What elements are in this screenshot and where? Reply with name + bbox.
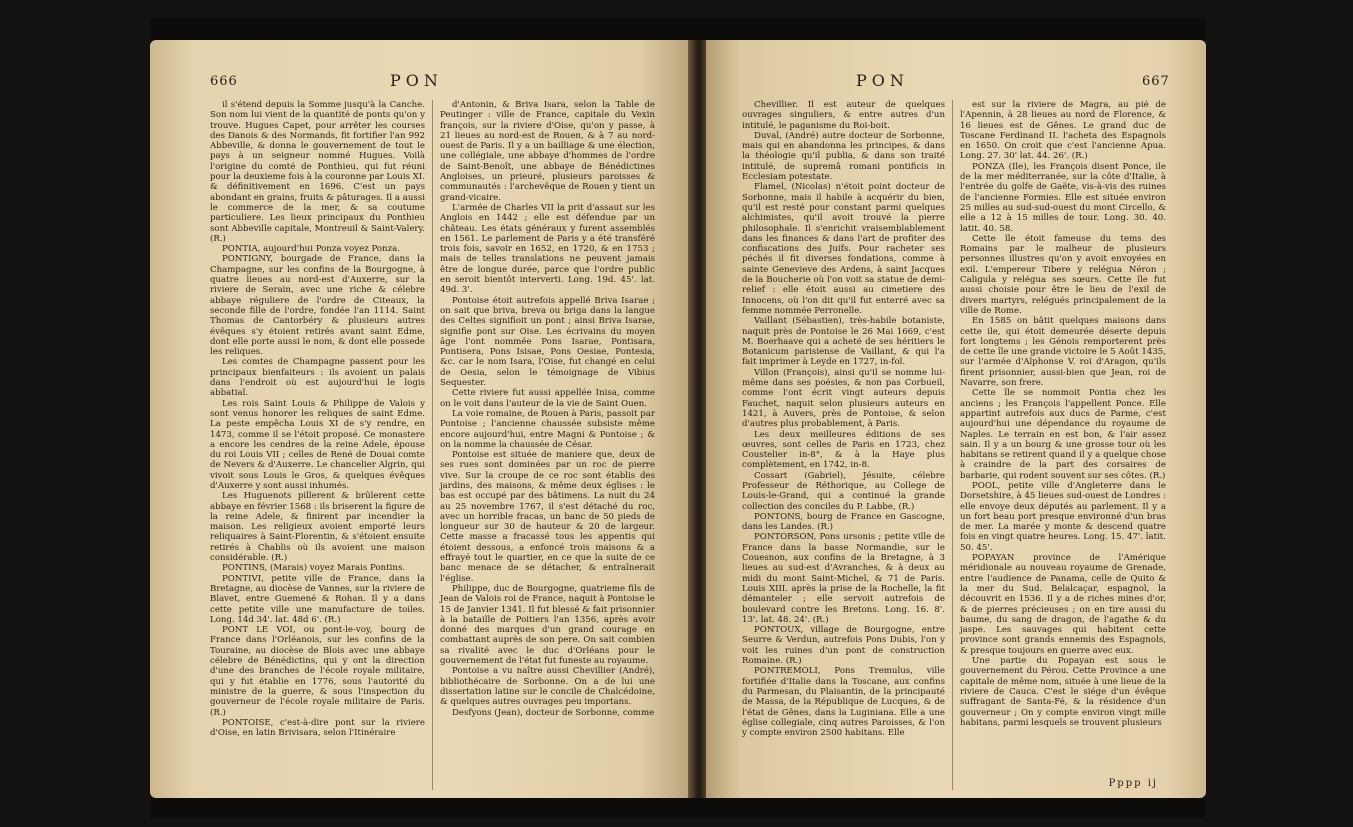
paragraph: Cette île se nommoit Pontia chez les anciens ; les François l'appellent Ponce. Elle appartint autrefois aux ducs de Parme, c'est aujourd'hui une dépendance du royaume de Naples. Le terrain en est bon, & l'air assez sain. Il y a un bourg & une grosse tour où les habitans se retirent quand il y a quelque chose à craindre de la part des corsaires de barbarie, qui rodent souvent sur ses côtes. (R.) [960, 388, 1166, 481]
paragraph: d'Antonin, & Briva Isara, selon la Table de Peutinger : ville de France, capitale du Vexin françois, sur la riviere d'Oise, qu'on y passe, à 21 lieues au nord-est de Rouen, & à 7 au nord-ouest de Paris. Il y a un bailliage & une élection, une collégiale, une abbaye d'hommes de l'ordre de Saint-Benoît, une abbaye de Bénédictines Angloises, un prieuré, plusieurs paroisses & communautés : l'archevêque de Rouen y tient un grand-vicaire. [440, 100, 655, 203]
left-running-head: PON [390, 71, 443, 90]
left-column-1 [210, 100, 425, 738]
paragraph: Pontoise étoit autrefois appellé Briva Isarae ; on sait que briva, breva ou briga dans la langue des Celtes signifioit un pont ; ainsi Briva Isarae, signifie pont sur Oise. Les écrivains du moyen âge l'ont nommée Pons Isarae, Pontisara, Pontisera, Pons Isisae, Pons Oesiae, Pontesia, &c. car le nom Isara, l'Oise, fut changé en celui de Oesia, selon le témoignage de Vibius Sequester. [440, 295, 655, 389]
paragraph: Pontoise est située de maniere que, deux de ses rues sont dominées par un roc de pierre vive. Sur la croupe de ce roc sont établis des jardins, des maisons, & même deux églises : le bas est occupé par des bâtimens. La nuit du 24 au 25 novembre 1767, il s'est détaché du roc, avec un horrible fracas, un banc de 50 pieds de longueur sur 30 de hauteur & 20 de largeur. Cette masse a fracassé tous les appentis qui étoient dessous, a enfoncé trois maisons & a effrayé tout le quartier, en ce que la suite de ce banc menace de se détacher, & entraînerait l'église. [440, 450, 655, 584]
paragraph: PONTONS, bourg de France en Gascogne, dans les Landes. (R.) [742, 511, 945, 533]
paragraph: Les comtes de Champagne passent pour les principaux bienfaiteurs : ils avoient un palais dans l'endroit où est aujourd'hui le logis abbatial. [210, 357, 425, 399]
paragraph: PONTOISE, c'est-à-dire pont sur la riviere d'Oise, en latin Brivisara, selon l'Itinéraire [210, 717, 425, 739]
left-column-2 [440, 100, 655, 718]
paragraph: Les deux meilleures éditions de ses œuvres, sont celles de Paris en 1723, chez Coustelier in-8°, & à la Haye plus complètement, en 1742, in-8. [742, 429, 945, 471]
paragraph: il s'étend depuis la Somme jusqu'à la Canche. Son nom lui vient de la quantité de ponts qu'on y trouve. Hugues Capet, pour arrêter les courses des Danois & des Normands, fit fortifier l'an 992 Abbeville, & donna le gouvernement de tout le pays à un seigneur nommé Hugues. Voilà l'origine du comté de Ponthieu, qui fut réuni pour la deuxieme fois à la couronne par Louis XI. & définitivement en 1696. C'est un pays abondant en grains, fruits & pâturages. Il a aussi le commerce de la mer, & sa coutume particuliere. Les lieux principaux du Ponthieu sont Abbeville capitale, Montreuil & Saint-Valery. (R.) [210, 100, 425, 244]
paragraph: Pontoise a vu naître aussi Chevillier (André), bibliothécaire de Sorbonne. On a de lui une dissertation latine sur le concile de Chalcédoine, & quelques autres ouvrages peu importans. [440, 666, 655, 708]
left-page [150, 40, 692, 798]
paragraph: Philippe, duc de Bourgogne, quatrieme fils de Jean de Valois roi de France, naquit à Pontoise le 15 de Janvier 1341. Il fut blessé & fait prisonnier à la bataille de Poitiers l'an 1356, après avoir donné des marques d'un grand courage en combattant auprès de son pere. On sait combien sa rivalité avec le duc d'Orléans pour le gouvernement de l'état fut funeste au royaume. [440, 583, 655, 667]
paragraph: PONT LE VOI, ou pont-le-voy, bourg de France dans l'Orléanois, sur les confins de la Touraine, au diocèse de Blois avec une abbaye célebre de Bénédictins, qui y ont la direction d'une des branches de l'école royale militaire, qui y fut établie en 1776, sous l'autorité du ministre de la guerre, & sous l'inspection du gouverneur de l'école royale militaire de Paris.(R.) [210, 625, 425, 718]
paragraph: Villon (François), ainsi qu'il se nomme lui-même dans ses poésies, & non pas Corbueil, comme l'ont écrit vingt auteurs depuis Fauchet, naquit selon plusieurs auteurs en 1421, à Auvers, près de Pontoise, & selon d'autres plus probablement, à Paris. [742, 367, 945, 430]
right-column-2 [960, 100, 1166, 728]
paragraph: POOL, petite ville d'Angleterre dans le Dorsetshire, à 45 lieues sud-ouest de Londres : elle envoye deux députés au parlement. Il y a un fort beau port presque environné d'un bras de mer. La marée y monte & descend quatre fois en vingt quatre heures. Long. 15. 47'. latit. 50. 45'. [960, 480, 1166, 553]
paragraph: PONZA (Ile), les François disent Ponce, ile de la mer méditerranée, sur la côte d'Italie, à l'entrée du golfe de Gaëte, vis-à-vis des ruines de l'ancienne Formies. Elle est située environ 25 milles au sud-sud-ouest du mont Circello, & elle a 12 à 15 milles de tour. Long. 30. 40. latit. 40. 58. [960, 161, 1166, 234]
left-page-number: 666 [210, 74, 238, 89]
paragraph: POPAYAN province de l'Amérique méridionale au nouveau royaume de Grenade, entre l'audience de Panama, celle de Quito & la mer du Sud. Belalcaçar, espagnol, la découvrit en 1536. Il y a de riches mines d'or, & de pierres précieuses ; on en tire aussi du baume, du sang de dragon, de l'agathe & du jaspe. Les sauvages qui habitent cette province sont grands ennemis des Espagnols, & presque toujours en guerre avec eux. [960, 553, 1166, 656]
right-page [706, 40, 1206, 798]
book-spread [150, 18, 1205, 818]
paragraph: PONTORSON, Pons ursonis ; petite ville de France dans la basse Normandie, sur le Couesnon, aux confins de la Bretagne, à 3 lieues au sud-est d'Avranches, & à deux au midi du mont Saint-Michel, & 71 de Paris. Louis XIII. après la prise de la Rochelle, la fit démanteler ; elle servoit autrefois de boulevard contre les Bretons. Long. 16. 8'. 13'. lat. 48. 24'. (R.) [742, 532, 945, 625]
paragraph: PONTINS, (Marais) voyez Marais Pontins. [222, 563, 406, 574]
paragraph: PONTIGNY, bourgade de France, dans la Champagne, sur les confins de la Bourgogne, à quatre lieues au nord-est d'Auxerre, sur la riviere de Serain, avec une riche & célebre abbaye réguliere de l'ordre de Citeaux, la seconde fille de l'ordre, fondée l'an 1114. Saint Thomas de Cantorbéry & plusieurs autres évêques s'y étoient retirés avant saint Edme, dont elle porte aussi le nom, & dont elle possede les reliques. [210, 254, 425, 358]
paragraph: PONTIA, aujourd'hui Ponza voyez Ponza. [222, 244, 400, 255]
paragraph: En 1585 on bâtit quelques maisons dans cette ile, qui étoit demeurée déserte depuis fort longtems ; les Génois remporterent près de cette île une grande victoire le 5 Août 1435, sur l'armée d'Alphonse V. roi d'Aragon, qu'ils firent prisonnier, aussi-bien que Jean, roi de Navarre, son frere. [960, 316, 1166, 389]
paragraph: PONTOUX, village de Bourgogne, entre Seurre & Verdun, autrefois Pons Dubis, l'on y voit les ruines d'un pont de construction Romaine. (R.) [742, 625, 945, 667]
paragraph: Les Huguenots pillerent & brûlerent cette abbaye en février 1568 : ils briserent la figure de la reine Adele, & finirent par incendier la maison. Les religieux avoient emporté leurs reliquaires à Saint-Florentin, & s'étoient ensuite retirés à Chablis où ils avoient une maison considérable. (R.) [210, 491, 425, 564]
paragraph: Une partie du Popayan est sous le gouvernement du Pérou. Cette Province a une capitale de même nom, située à une lieue de la riviere de Cauca. C'est le siége d'un évêque suffragant de Santa-Fé, & la résidence d'un gouverneur ; On y compte environ vingt mille habitans, parmi lesquels se trouvent plusieurs [960, 656, 1166, 728]
paragraph: Cette riviere fut aussi appellée Inisa, comme on le voit dans l'auteur de la vie de Saint Ouen. [440, 388, 655, 409]
paragraph: Cette île étoit fameuse du tems des Romains par le malheur de plusieurs personnes illustres qu'on y avoit envoyées en exil. L'empereur Tibere y relégua Néron ; Caligula y relégua ses sœurs. Cette île fut aussi choisie pour être le lieu de l'exil de divers martyrs, relégués principalement de la ville de Rome. [960, 233, 1166, 316]
right-column-1 [742, 100, 945, 738]
paragraph: Desfyons (Jean), docteur de Sorbonne, comme [452, 707, 655, 718]
paragraph: Vaillant (Sébastien), très-habile botaniste, naquit près de Pontoise le 26 Mai 1669, c'est M. Boerhaave qui a acheté de ses héritiers le Botanicum parisiense de Vaillant, & qui l'a fait imprimer à Leyde en 1727, in-fol. [742, 316, 945, 368]
right-running-head: PON [856, 71, 909, 90]
right-page-number: 667 [1142, 74, 1170, 89]
paragraph: est sur la riviere de Magra, au pié de l'Apennin, à 28 lieues au nord de Florence, & 16 lieues est de Gênes. Le grand duc de Toscane Ferdinand II. l'acheta des Espagnols en 1650. On croit que c'est l'ancienne Apua. Long. 27. 30' lat. 44. 26'. (R.) [960, 100, 1166, 162]
paragraph: Flamel, (Nicolas) n'étoit point docteur de Sorbonne, mais il habile à acquérir du bien, qu'il est resté pour constant parmi quelques alchimistes, qu'il avoit trouvé la pierre philosophale. Il s'enrichit vraisemblablement dans les finances & dans l'art de profiter des confiscations des Juifs. Pour racheter ses péchés il fit diverses fondations, comme à sainte Genevieve des Ardens, à saint Jacques de la Boucherie où l'on voit sa statue de demi-relief : elle étoit aussi au cimetiere des Innocens, où l'on dit qu'il fut enterré avec sa femme nommée Perronelle. [742, 182, 945, 316]
paragraph: Chevillier. Il est auteur de quelques ouvrages singuliers, & entre autres d'un intitulé, le paganisme du Roi-boit. [742, 100, 945, 131]
paragraph: Cossart (Gabriel), Jésuite, célebre Professeur de Réthorique, au College de Louis-le-Grand, qui a continué la grande collection des conciles du P. Labbe, (R.) [742, 470, 945, 512]
paragraph: La voie romaine, de Rouen à Paris, passoit par Pontoise ; l'ancienne chaussée subsiste même encore aujourd'hui, entre Magni & Pontoise ; & on la nomme la chaussée de César. [440, 408, 655, 450]
column-rule [952, 100, 953, 790]
paragraph: PONTREMOLI, Pons Tremulus, ville fortifiée d'Italie dans la Toscane, aux confins du Parmesan, du Plaisantin, de la principauté de Massa, de la République de Lucques, & de l'état de Gênes, dans la Luginiana. Elle a une église collegiale, cinq autres Paroisses, & l'on y compte environ 2500 habitans. Elle [742, 666, 945, 739]
paragraph: Les rois Saint Louis & Philippe de Valois y sont venus honorer les reliques de saint Edme. La peste empêcha Louis XI de s'y rendre, en 1473, comme il se l'étoit proposé. Ce monastere a encore les cendres de la reine Adele, épouse du roi Louis VII ; celles de René de Douai comte de Nevers & d'Auxerre. Le chancelier Algrin, qui vivoit sous Louis le Gros, & quelques évêques d'Auxerre y sont aussi inhumés. [210, 398, 425, 491]
column-rule [432, 100, 433, 790]
paragraph: L'armée de Charles VII la prit d'assaut sur les Anglois en 1442 ; elle est défendue par un château. Les états généraux y furent assemblés en 1561. Le parlement de Paris y a été transféré trois fois, savoir en 1652, en 1720, & en 1753 ; mais de telles translations ne peuvent jamais être de longue durée, parce que l'ordre public en seroit bientôt interverti. Long. 19d. 45'. lat. 49d. 3'. [440, 202, 655, 296]
paragraph: PONTIVI, petite ville de France, dans la Bretagne, au diocèse de Vannes, sur la riviere de Blavet, entre Guemené & Rohan. Il y a dans cette petite ville une manufacture de toiles. Long. 14d 34'. lat. 48d 6'. (R.) [210, 573, 425, 625]
signature-mark: Pppp ij [1108, 778, 1158, 789]
paragraph: Duval, (André) autre docteur de Sorbonne, mais qui en abandonna les principes, & dans la théologie qu'il publia, & dans son traité intitulé, de supremâ romani pontificis in Ecclesiam potestate. [742, 130, 945, 183]
